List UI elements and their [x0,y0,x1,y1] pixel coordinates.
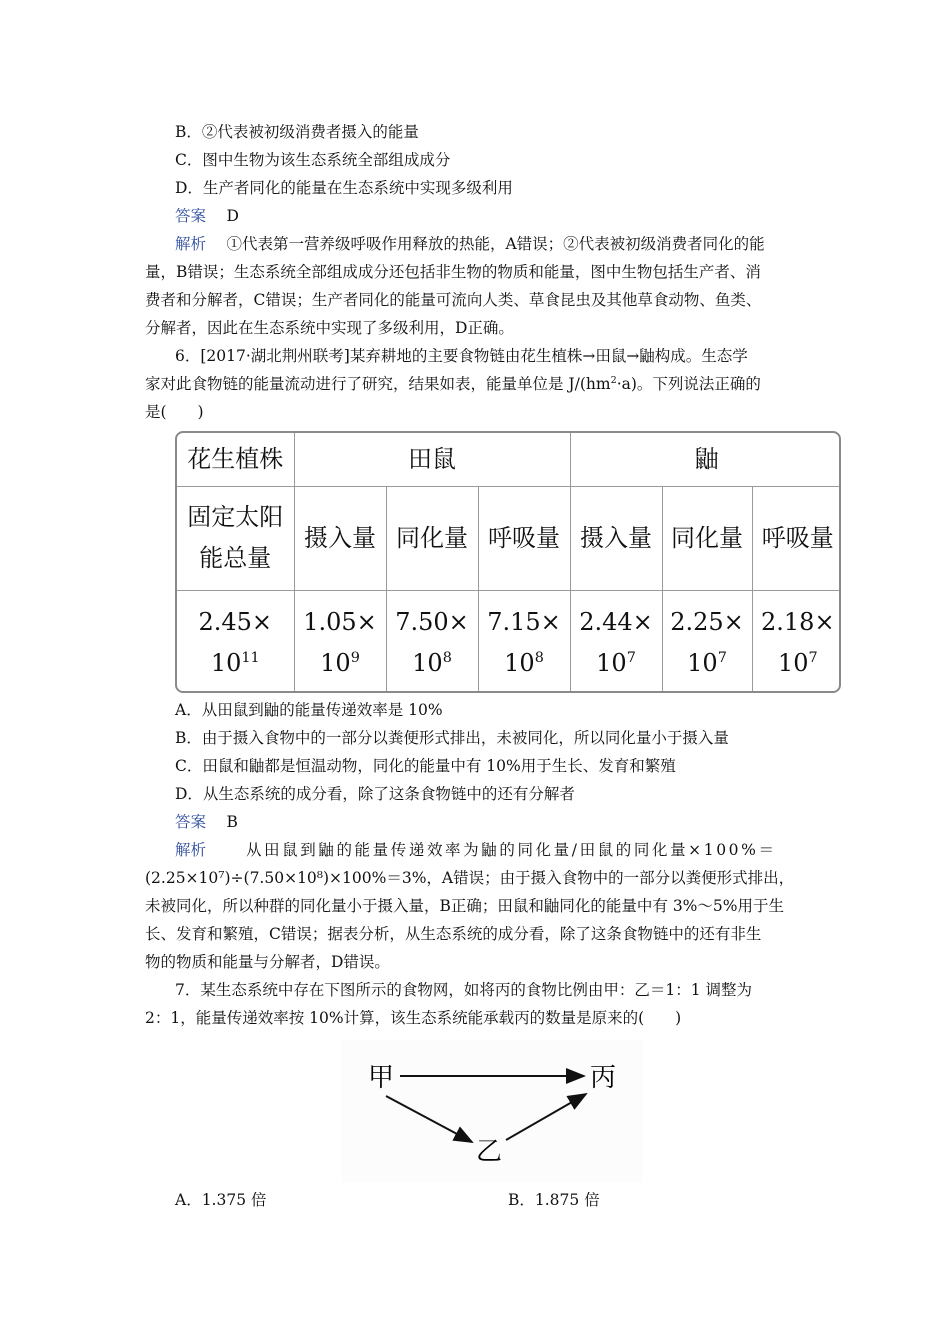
stem-text: ·a)。下列说法正确的 [616,375,761,393]
q7-option-a: A．1.375 倍 [175,1191,267,1209]
header-intake: 摄入量 [294,486,386,590]
q5-analysis-4: 分解者，因此在生态系统中实现了多级利用，D正确。 [145,319,514,337]
q6-answer [175,812,238,832]
unit-superscript: 2 [610,374,617,386]
node-jia: 甲 [368,1063,395,1093]
stem-text: 家对此食物链的能量流动进行了研究，结果如表，能量单位是 J/(hm [145,375,611,393]
header-assimilation: 同化量 [662,486,752,590]
arrow-yi-to-bing [506,1094,586,1140]
value-cell [294,590,386,693]
value-cell [662,590,752,693]
value-cell [478,590,570,693]
answer-value: D [226,207,239,225]
q7-stem-1: 7．某生态系统中存在下图所示的食物网，如将丙的食物比例由甲：乙＝1：1 调整为 [175,981,753,999]
value-cell [752,590,841,693]
q5-analysis-2: 量，B错误；生态系统全部组成成分还包括非生物的物质和能量，图中生物包括生产者、消 [145,263,761,281]
q6-analysis-2: (2.25×10⁷)÷(7.50×10⁸)×100%＝3%，A错误；由于摄入食物中的一部分以粪便形式排出， [145,869,795,887]
header-respiration: 呼吸量 [478,486,570,590]
header-peanut: 花生植株 [177,433,294,486]
energy-flow-table [175,431,841,693]
mantissa: 2.18× [761,607,835,636]
exponent: 7 [808,649,818,666]
q6-analysis-5: 物的物质和能量与分解者，D错误。 [145,953,390,971]
analysis-text: ①代表第一营养级呼吸作用释放的热能，A错误；②代表被初级消费者同化的能 [226,235,765,253]
q6-option-b: B．由于摄入食物中的一部分以粪便形式排出，未被同化，所以同化量小于摄入量 [175,729,729,747]
answer-value: B [226,813,238,831]
mantissa: 1.05× [303,607,377,636]
mantissa: 7.50× [395,607,469,636]
mantissa: 2.44× [579,607,653,636]
q7-option-b: B．1.875 倍 [508,1191,600,1209]
food-web-svg [342,1040,642,1182]
base: 10 [596,648,627,677]
exponent: 11 [241,649,260,666]
base: 10 [777,648,809,677]
q6-analysis-1 [175,840,777,860]
mantissa: 7.15× [487,607,561,636]
q6-analysis-4: 长、发育和繁殖，C错误；据表分析，从生态系统的成分看，除了这条食物链中的还有非生 [145,925,762,943]
q6-stem-1: 6．[2017·湖北荆州联考]某弃耕地的主要食物链由花生植株→田鼠→鼬构成。生态学 [175,347,748,365]
q6-stem-3: 是( ) [145,403,204,421]
value-cell [386,590,478,693]
arrow-jia-to-yi [386,1096,472,1142]
q5-answer [175,206,239,226]
q6-stem-2 [145,374,761,394]
q5-analysis-1 [175,234,765,254]
base: 10 [412,648,443,677]
node-bing: 丙 [590,1063,617,1093]
answer-label: 答案 [175,813,207,831]
analysis-text: 从田鼠到鼬的能量传递效率为鼬的同化量/田鼠的同化量×100%＝ [245,841,777,859]
q5-analysis-3: 费者和分解者，C错误；生产者同化的能量可流向人类、草食昆虫及其他草食动物、鱼类、 [145,291,762,309]
mantissa: 2.25× [670,607,744,636]
exponent: 8 [534,649,544,666]
base: 10 [320,648,351,677]
header-text: 固定太阳 [187,503,284,532]
q6-analysis-3: 未被同化，所以种群的同化量小于摄入量，B正确；田鼠和鼬同化的能量中有 3%～5%用于生 [145,897,784,915]
header-assimilation: 同化量 [386,486,478,590]
header-field-mouse: 田鼠 [294,433,570,486]
food-web-diagram [342,1040,642,1182]
header-weasel: 鼬 [570,433,841,486]
base: 10 [504,648,535,677]
value-cell [177,590,294,693]
exponent: 7 [626,649,636,666]
q7-stem-2: 2：1，能量传递效率按 10%计算，该生态系统能承载丙的数量是原来的( ) [145,1009,682,1027]
header-respiration: 呼吸量 [752,486,841,590]
mantissa: 2.45× [198,607,273,636]
q5-option-b: B．②代表被初级消费者摄入的能量 [175,123,419,141]
header-text: 能总量 [199,544,272,572]
answer-label: 答案 [175,207,207,225]
node-yi: 乙 [476,1137,503,1167]
header-intake: 摄入量 [570,486,662,590]
q5-option-c: C．图中生物为该生态系统全部组成成分 [175,151,451,169]
q6-option-c: C．田鼠和鼬都是恒温动物，同化的能量中有 10%用于生长、发育和繁殖 [175,757,676,775]
q5-option-d: D．生产者同化的能量在生态系统中实现多级利用 [175,179,513,197]
header-total-solar [177,486,294,590]
value-cell [570,590,662,693]
exponent: 8 [442,649,452,666]
q6-option-d: D．从生态系统的成分看，除了这条食物链中的还有分解者 [175,785,575,803]
base: 10 [687,648,718,677]
exponent: 7 [717,649,727,666]
exponent: 9 [350,649,360,666]
analysis-label: 解析 [175,235,207,253]
base: 10 [210,648,242,677]
analysis-label: 解析 [175,841,207,859]
q6-option-a: A．从田鼠到鼬的能量传递效率是 10% [175,701,443,719]
